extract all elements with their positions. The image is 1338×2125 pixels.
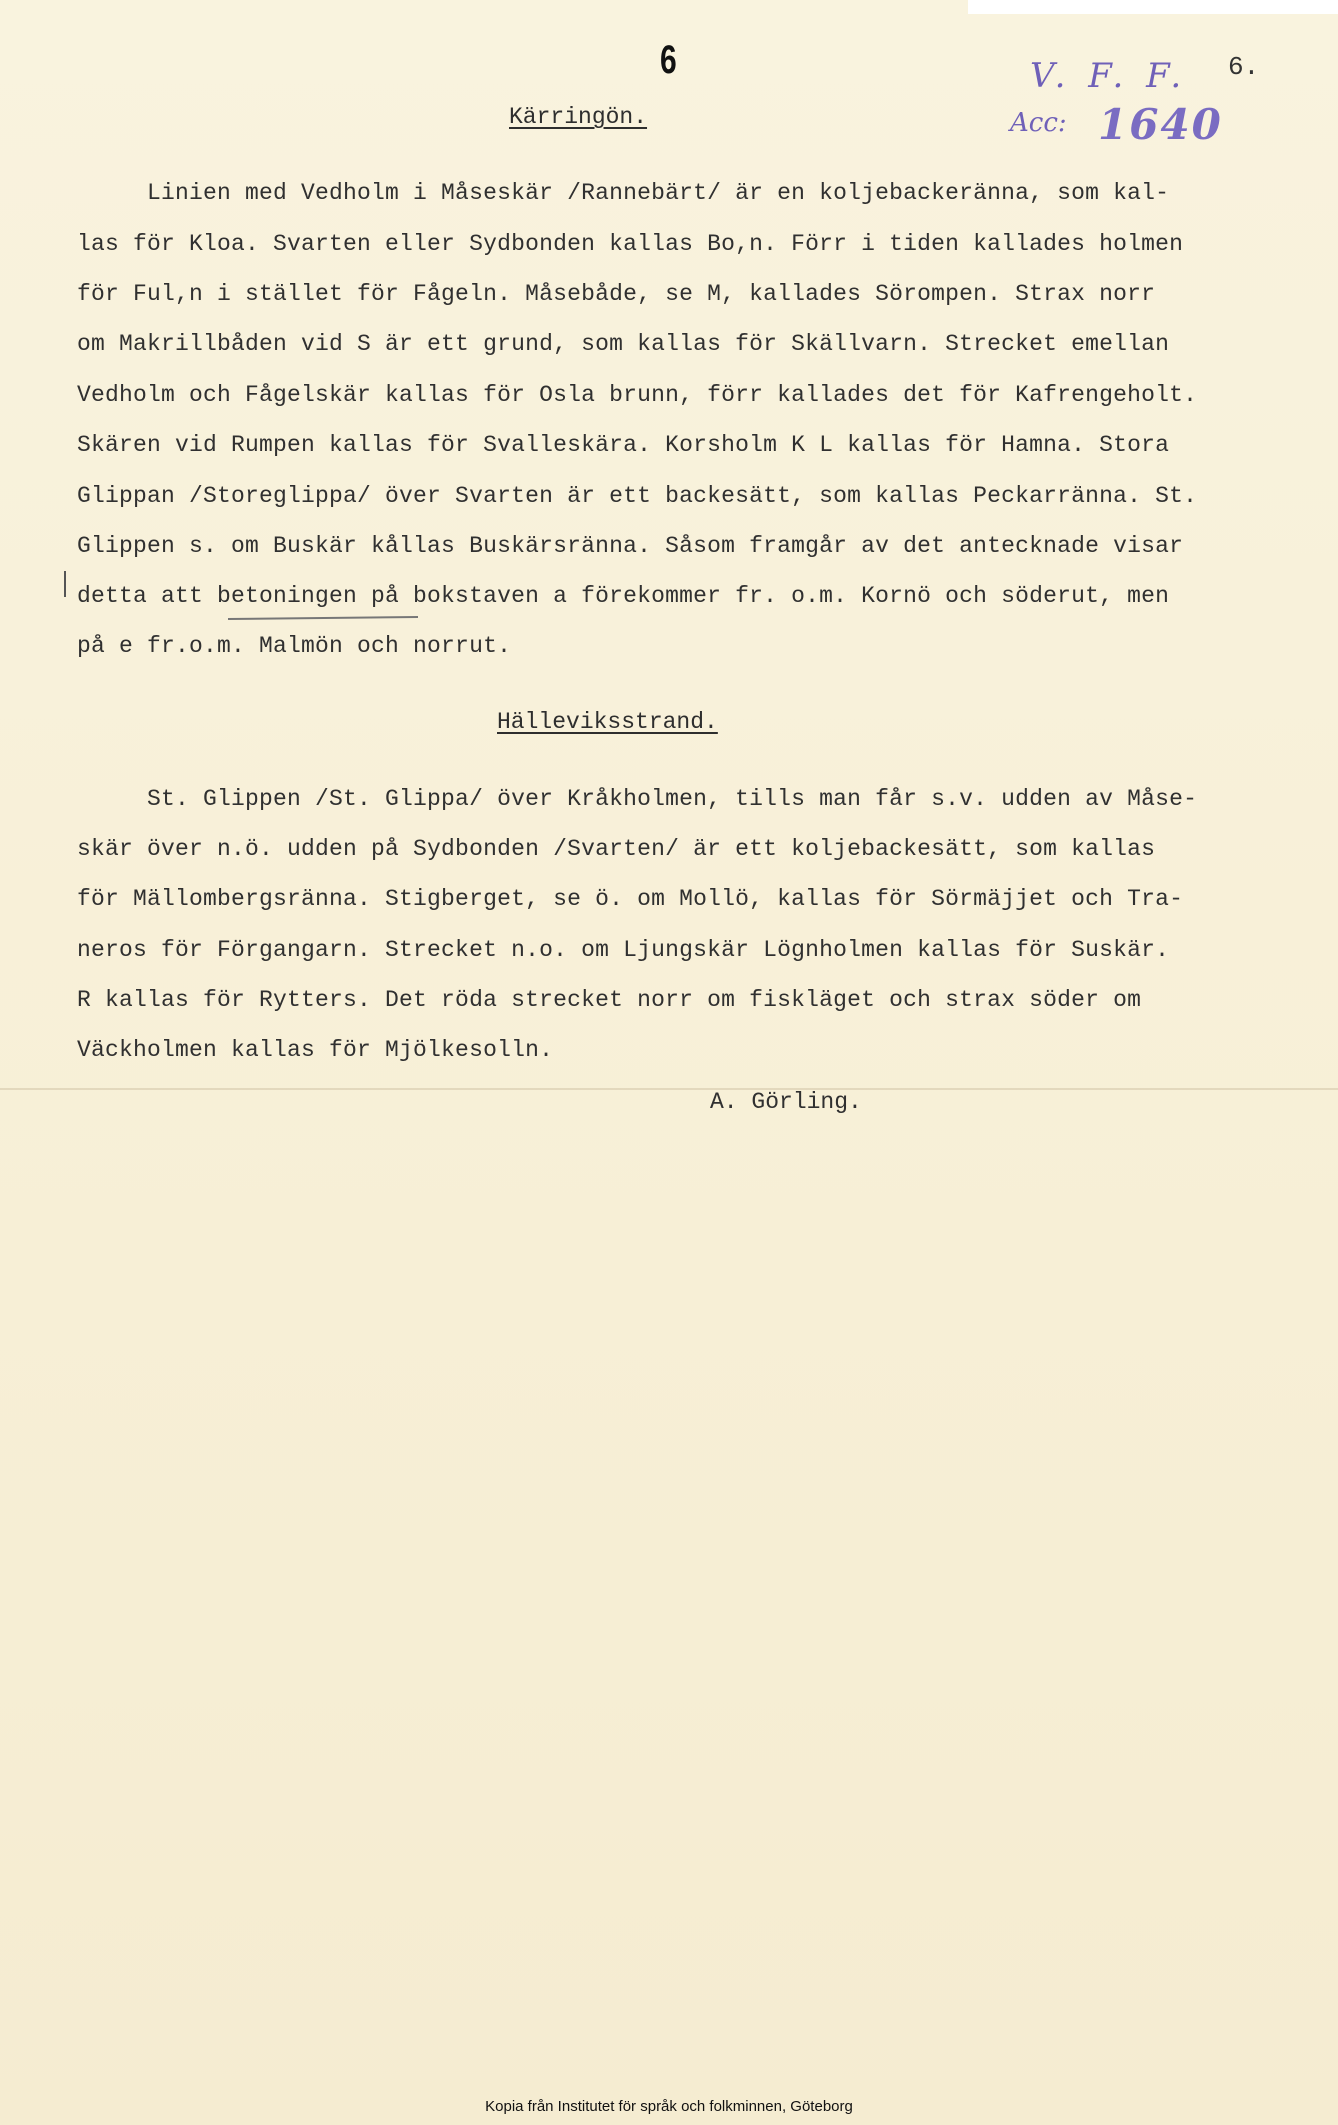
text-line: för Ful,n i stället för Fågeln. Måsebåde, se M, kallades Sörompen. Strax norr [77, 281, 1156, 307]
text-line: om Makrillbåden vid S är ett grund, som kallas för Skällvarn. Strecket emellan [77, 331, 1170, 357]
stamp-vff: V. F. F. [1030, 56, 1188, 96]
page-number-right: 6. [1228, 52, 1260, 82]
margin-pencil-mark [64, 571, 66, 597]
text-line: Vedholm och Fågelskär kallas för Osla brunn, förr kallades det för Kafrengeholt. [77, 382, 1198, 408]
text-line: för Mällombergsränna. Stigberget, se ö. om Mollö, kallas för Sörmäjjet och Tra- [77, 886, 1184, 912]
stamp-acc-label: Acc: [1010, 108, 1067, 138]
fold-line [0, 1088, 1338, 1090]
text-line: på e fr.o.m. Malmön och norrut. [77, 633, 512, 659]
stamp-acc-number: 1640 [1098, 100, 1223, 149]
text-line: neros för Förgangarn. Strecket n.o. om Ljungskär Lögnholmen kallas för Suskär. [77, 937, 1170, 963]
text-line: Skären vid Rumpen kallas för Svalleskära. Korsholm K L kallas för Hamna. Stora [77, 432, 1170, 458]
text-line: Glippan /Storeglippa/ över Svarten är ett backesätt, som kallas Peckarränna. St. [77, 483, 1198, 509]
torn-corner [968, 0, 1338, 14]
section-heading-karringon: Kärringön. [509, 104, 648, 130]
text-line: Glippen s. om Buskär kållas Buskärsränna. Såsom framgår av det antecknade visar [77, 533, 1184, 559]
page-number-top: 6 [660, 38, 677, 82]
section-heading-halleviksstrand: Hälleviksstrand. [497, 709, 718, 735]
text-line: St. Glippen /St. Glippa/ över Kråkholmen, tills man får s.v. udden av Måse- [77, 786, 1198, 812]
text-line: R kallas för Rytters. Det röda strecket norr om fiskläget och strax söder om [77, 987, 1142, 1013]
signature: A. Görling. [710, 1089, 862, 1115]
text-line: detta att betoningen på bokstaven a förekommer fr. o.m. Kornö och söderut, men [77, 583, 1170, 609]
text-line: las för Kloa. Svarten eller Sydbonden kallas Bo,n. Förr i tiden kallades holmen [77, 231, 1184, 257]
archive-stamp [1010, 56, 1223, 166]
text-line: Väckholmen kallas för Mjölkesolln. [77, 1037, 554, 1063]
text-line: skär över n.ö. udden på Sydbonden /Svarten/ är ett koljebackesätt, som kallas [77, 836, 1156, 862]
pencil-underline [228, 616, 418, 620]
archive-footer: Kopia från Institutet för språk och folkminnen, Göteborg [485, 2098, 853, 2115]
text-line: Linien med Vedholm i Måseskär /Rannebärt/ är en koljebackeränna, som kal- [77, 180, 1170, 206]
